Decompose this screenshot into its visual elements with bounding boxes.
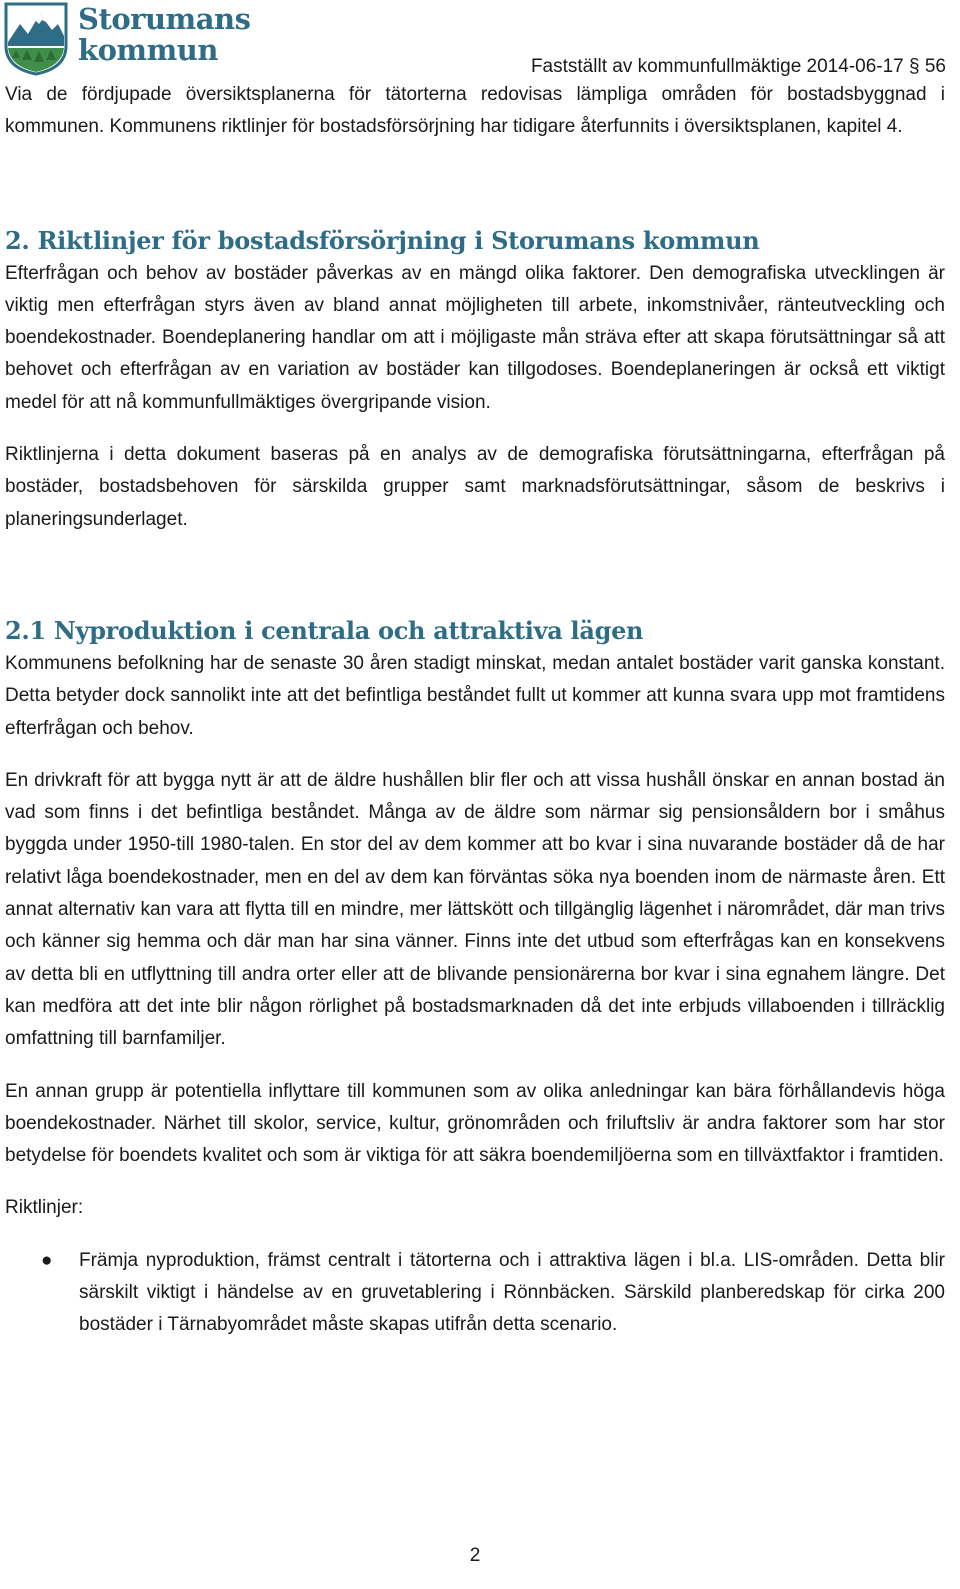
document-body [5,79,945,1342]
page-number: 2 [469,1545,481,1566]
logo-line-1: Storumans [78,2,251,36]
guideline-text: Främja nyproduktion, främst centralt i tätorterna och i attraktiva lägen i bl.a. LIS-områden. Detta blir särskilt viktigt i händelse av en gruvetablering i Rönnbäcken. Särskild planberedskap för cirka 200 bostäder i Tärnabyområdet måste skapas utifrån detta scenario. [79,1249,945,1336]
intro-paragraph: Via de fördjupade översiktsplanerna för tätorterna redovisas lämpliga områden för bostadsbyggnad i kommunen. Kommunens riktlinjer för bostadsförsörjning har tidigare återfunnits i översiktsplanen, kapitel 4. [5,84,945,138]
page-header [0,0,960,90]
list-item [5,1245,945,1342]
guidelines-list [5,1245,945,1342]
section-2-1-paragraph-2: En drivkraft för att bygga nytt är att de äldre hushållen blir fler och att vissa hushåll önskar en annan bostad än vad som finns i det befintliga beståndet. Många av de äldre som närmar sig pensionsåldern bor i småhus byggda under 1950-till 1980-talen. En stor del av dem kommer att bo kvar i sina nuvarande bostäder då de har relativt låga boendekostnader, men en del av dem kan förväntas söka nya boenden inom de närmaste åren. Ett annat alternativ kan vara att flytta till en mindre, mer lättskött och tillgänglig lägenhet i närområdet, där man trivs och känner sig hemma och där man har sina vänner. Finns inte det utbud som efterfrågas kan en konsekvens av detta bli en utflyttning till andra orter eller att de blivande pensionärerna bor kvar i sina egnahem längre. Det kan medföra att det inte blir någon rörlighet på bostadsmarknaden då det inte erbjuds villaboenden i tillräcklig omfattning till barnfamiljer. [5,769,945,1050]
section-2-heading: 2. Riktlinjer för bostadsförsörjning i Storumans kommun [5,225,760,255]
adoption-stamp: Fastställt av kommunfullmäktige 2014-06-17 § 56 [530,56,946,77]
bullet-icon: ● [41,1249,53,1271]
section-2-1-heading: 2.1 Nyproduktion i centrala och attraktiva lägen [5,615,644,645]
section-2-paragraph-1: Efterfrågan och behov av bostäder påverkas av en mängd olika faktorer. Den demografiska utvecklingen är viktig men efterfrågan styrs även av bland annat möjligheten till arbete, inkomstnivåer, ränteutveckling och boendekostnader. Boendeplanering handlar om att i möjligaste mån sträva efter att skapa förutsättningar så att behovet och efterfrågan av en variation av bostäder kan tillgodoses. Boendeplaneringen är också ett viktigt medel för att nå kommunfullmäktiges övergripande vision. [5,262,945,413]
municipality-logo [4,2,68,76]
logo-wordmark [78,4,250,66]
guidelines-label: Riktlinjer: [5,1197,84,1219]
logo-line-2: kommun [78,33,218,67]
section-2-paragraph-2: Riktlinjerna i detta dokument baseras på en analys av de demografiska förutsättningarna, efterfrågan på bostäder, bostadsbehoven för särskilda grupper samt marknadsförutsättningar, såsom de beskrivs i planeringsunderlaget. [5,444,945,530]
section-2-1-paragraph-3: En annan grupp är potentiella inflyttare till kommunen som av olika anledningar kan bära förhållandevis höga boendekostnader. Närhet till skolor, service, kultur, grönområden och friluftsliv är andra faktorer som har stor betydelse för boendets kvalitet och som är viktiga för att säkra boendemiljöerna som en tillväxtfaktor i framtiden. [5,1080,945,1167]
section-2-1-paragraph-1: Kommunens befolkning har de senaste 30 åren stadigt minskat, medan antalet bostäder varit ganska konstant. Detta betyder dock sannolikt inte att det befintliga beståndet fullt ut kommer att kunna svara upp mot framtidens efterfrågan och behov. [5,652,945,739]
